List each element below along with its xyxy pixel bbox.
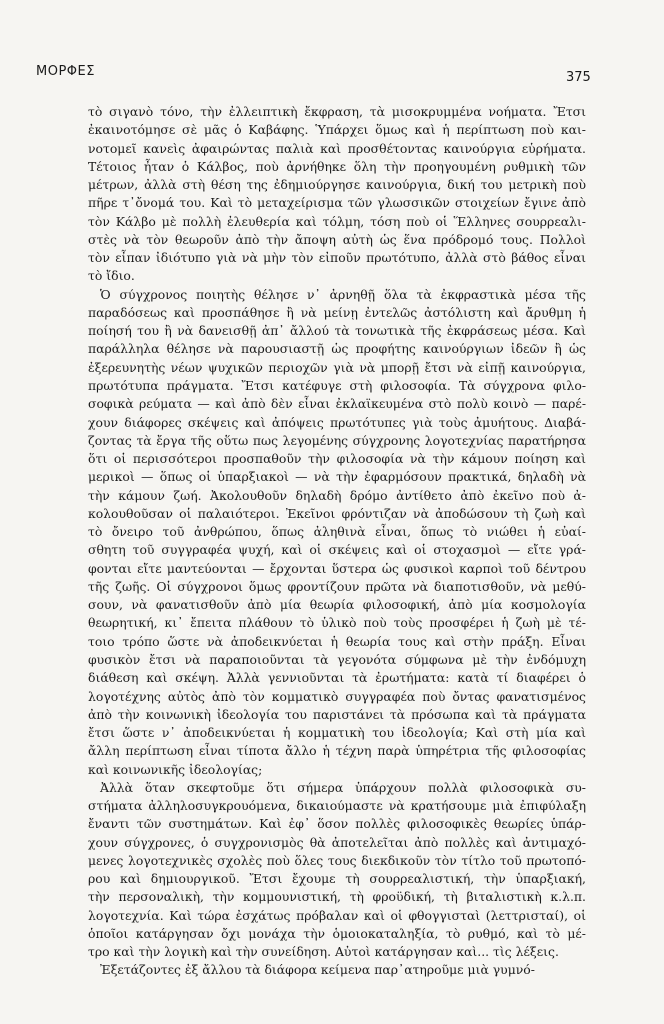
text-line: τὸν Κάλβο μὲ πολλὴ ἐλευθερία καὶ τόλμη, τόση ποὺ οἱ Ἕλληνες σουρρεαλι- bbox=[88, 213, 586, 229]
text-line: θεωρητική, κι᾿ ἔπειτα πλάθουν τὸ ὑλικὸ ποὺ τοὺς προσφέρει ἡ ζωὴ μὲ τέ- bbox=[88, 615, 586, 631]
text-line: σοφικὰ ρεύματα — καὶ ἀπὸ δὲν εἶναι ἐκλαϊκευμένα στὸ πολὺ κοινὸ — παρέ- bbox=[88, 396, 586, 412]
text-line: παραδόσεως καὶ προσπάθησε ἢ νὰ μείνῃ ἐντελῶς ἀστόλιστη καὶ ἄρυθμη ἡ bbox=[88, 304, 586, 320]
text-line: ἀπὸ τὴν κοινωνικὴ ἰδεολογία του παριστάνει τὰ πρόσωπα καὶ τὰ πράγματα bbox=[88, 706, 586, 722]
text-line: τὸ ἴδιο. bbox=[88, 268, 135, 284]
text-line: τὸ ὄνειρο τοῦ ἀνθρώπου, ὅπως ἀληθινὰ εἶναι, ὅπως τὸ νιώθει ἡ εὐαί- bbox=[88, 524, 586, 540]
paragraph bbox=[88, 103, 586, 286]
text-line: Ἀλλὰ ὅταν σκεφτοῦμε ὅτι σήμερα ὑπάρχουν πολλὰ φιλοσοφικὰ συ- bbox=[100, 779, 586, 795]
text-line: μερικοὶ — ὅπως οἱ ὑπαρξιακοὶ — νὰ τὴν ἐφαρμόσουν πρακτικά, δηλαδὴ νὰ bbox=[88, 469, 586, 485]
text-line: ἔναντι τῶν συστημάτων. Καὶ ἐφ᾿ ὅσον πολλὲς φιλοσοφικὲς θεωρίες ὑπάρ- bbox=[88, 816, 586, 832]
text-line: λογοτέχνης αὐτὸς ἀπὸ τὸν κομματικὸ συγγραφέα ποὺ ὄντας φανατισμένος bbox=[88, 688, 586, 704]
text-line: κολουθοῦσαν οἱ παλαιότεροι. Ἐκεῖνοι φρόντιζαν νὰ ἀποδώσουν τὴ ζωὴ καὶ bbox=[88, 505, 586, 521]
text-line: σθητη τοῦ συγγραφέα ψυχή, καὶ οἱ σκέψεις καὶ οἱ στοχασμοὶ — εἴτε γρά- bbox=[88, 542, 586, 558]
text-line: Ὁ σύγχρονος ποιητὴς θέλησε ν᾿ ἀρνηθῇ ὅλα τὰ ἐκφραστικὰ μέσα τῆς bbox=[100, 286, 586, 302]
text-line: μενες λογοτεχνικὲς σχολὲς ποὺ ὅλες τους διεκδικοῦν τὸν τίτλο τοῦ πρωτοπό- bbox=[88, 852, 586, 868]
text-line: ποίησή του ἢ νὰ δανεισθῇ ἀπ᾿ ἄλλού τὰ τονωτικὰ τῆς ἐκφράσεως μέσα. Καὶ bbox=[88, 323, 586, 339]
text-line: ὅτι οἱ περισσότεροι προσπαθοῦν τὴν φιλοσοφία νὰ τὴν κάμουν ποίηση καὶ bbox=[88, 451, 586, 467]
text-line: τὸν εἶπαν ἰδιότυπο γιὰ νὰ μὴν τὸν εἰποῦν πρωτότυπο, ἀλλὰ στὸ βάθος εἶναι bbox=[88, 250, 586, 266]
text-line: Τέτοιος ἦταν ὁ Κάλβος, ποὺ ἀρνήθηκε ὅλη τὴν προηγουμένη ρυθμικὴ τῶν bbox=[88, 158, 586, 174]
text-line: ἔτσι ὥστε ν᾿ ἀποδεικνύεται ἡ κομματικὴ του ἰδεολογία; Καὶ στὴ μία καὶ bbox=[88, 725, 586, 741]
text-line: διάθεση καὶ σκέψη. Ἀλλὰ γεννιοῦνται τὰ ἐρωτήματα: κατὰ τί διαφέρει ὁ bbox=[88, 670, 586, 686]
paragraph bbox=[88, 961, 586, 979]
text-line: ἐκαινοτόμησε σὲ μᾶς ὁ Καβάφης. Ὑπάρχει ὅμως καὶ ἡ περίπτωση ποὺ και- bbox=[88, 122, 586, 138]
page-number: 375 bbox=[566, 70, 591, 85]
paragraph bbox=[88, 779, 586, 962]
text-line: χουν διάφορες σκέψεις καὶ ἀπόψεις πρωτότυπες γιὰ τοὺς ἀμυήτους. Διαβά- bbox=[88, 414, 586, 430]
text-line: τρο καὶ τὴν λογικὴ καὶ τὴν συνείδηση. Αὐτοὶ κατάργησαν καὶ... τὶς λέξεις. bbox=[88, 944, 559, 960]
text-line: μέτρων, ἀλλὰ στὴ θέση της ἐδημιούργησε καινούργια, δική του μετρικὴ ποὺ bbox=[88, 177, 586, 193]
text-line: πῆρε τ᾿ὄνομά του. Καὶ τὸ μεταχείρισμα τῶν γλωσσικῶν στοιχείων ἔγινε ἀπὸ bbox=[88, 195, 586, 211]
text-line: καὶ κοινωνικῆς ἰδεολογίας; bbox=[88, 761, 263, 777]
text-line: τὸ σιγανὸ τόνο, τὴν ἐλλειπτικὴ ἔκφραση, τὰ μισοκρυμμένα νοήματα. Ἔτσι bbox=[88, 104, 586, 119]
text-line: ὁποῖοι κατάργησαν ὄχι μονάχα τὴν ὁμοιοκαταληξία, τὸ ρυθμό, καὶ τὸ μέ- bbox=[88, 925, 586, 941]
text-line: φονται εἴτε μαντεύονται — ἔρχονται ὕστερα ὡς φυσικοὶ καρποὶ τοῦ δέντρου bbox=[88, 560, 586, 576]
body-text bbox=[88, 103, 586, 980]
text-line: ζοντας τὰ ἔργα τῆς οὕτω πως λεγομένης σύγχρονης λογοτεχνίας παρατήρησα bbox=[88, 432, 586, 448]
text-line: ρου καὶ δημιουργικοῦ. Ἔτσι ἔχουμε τὴ σουρρεαλιστική, τὴν ὑπαρξιακή, bbox=[88, 871, 586, 887]
text-line: φυσικὸν ἔτσι νὰ παραποιοῦνται τὰ γεγονότα σύμφωνα μὲ τὴν ἐνδόμυχη bbox=[88, 651, 586, 667]
text-line: πρωτότυπα πράγματα. Ἔτσι κατέφυγε στὴ φιλοσοφία. Τὰ σύγχρονα φιλο- bbox=[88, 377, 586, 393]
text-line: τοιο τρόπο ὥστε νὰ ἀποδεικνύεται ἡ θεωρία τους καὶ στὴν πράξη. Εἶναι bbox=[88, 633, 586, 649]
text-line: στήματα ἀλληλοσυγκρουόμενα, δικαιούμαστε νὰ κρατήσουμε μιὰ ἐπιφύλαξη bbox=[88, 798, 586, 814]
paragraph bbox=[88, 286, 586, 779]
text-line: ἐξερευνητὴς νέων ψυχικῶν περιοχῶν γιὰ νὰ μπορῇ ἔτσι νὰ εἰπῇ καινούργια, bbox=[88, 359, 586, 375]
text-line: Ἐξετάζοντες ἐξ ἄλλου τὰ διάφορα κείμενα παρ᾿ατηροῦμε μιὰ γυμνό- bbox=[100, 962, 535, 978]
text-line: χουν σύγχρονες, ὁ συγχρονισμὸς θὰ ἀποτελεῖται ἀπὸ πολλὲς καὶ ἀντιμαχό- bbox=[88, 834, 586, 850]
text-line: τῆς ζωῆς. Οἱ σύγχρονοι ὅμως φροντίζουν πρῶτα νὰ διαποτισθοῦν, νὰ μεθύ- bbox=[88, 578, 586, 594]
text-line: σουν, νὰ φανατισθοῦν ἀπὸ μία θεωρία φιλοσοφική, ἀπὸ μία κοσμολογία bbox=[88, 597, 586, 613]
text-line: στὲς νὰ τὸν θεωροῦν ἀπὸ τὴν ἄποψη αὐτὴ ὡς ἕνα πρόδρομό τους. Πολλοὶ bbox=[88, 231, 586, 247]
text-line: λογοτεχνία. Καὶ τώρα ἐσχάτως πρόβαλαν καὶ οἱ φθογγισταὶ (λεττρισταί), οἱ bbox=[88, 907, 586, 923]
running-head: ΜΟΡΦΕΣ bbox=[36, 64, 95, 79]
text-line: τὴν κάμουν ζωή. Ἀκολουθοῦν δηλαδὴ δρόμο ἀντίθετο ἀπὸ ἐκεῖνο ποὺ ἀ- bbox=[88, 487, 586, 503]
text-line: τὴν περσοναλικὴ, τὴν κομμουνιστική, τὴ φροϋδική, τὴ βιταλιστικὴ κ.λ.π. bbox=[88, 889, 586, 905]
text-line: παράλληλα θέλησε νὰ παρουσιαστῇ ὡς προφήτης καινούργιων ἰδεῶν ἢ ὡς bbox=[88, 341, 586, 357]
text-line: νοτομεῖ κανεὶς ἀφαιρώντας παλιὰ καὶ προσθέτοντας καινούργια εὑρήματα. bbox=[88, 140, 586, 156]
text-line: ἄλλη περίπτωση εἶναι τίποτα ἄλλο ἡ τέχνη παρὰ ὑπηρέτρια τῆς φιλοσοφίας bbox=[88, 743, 586, 759]
